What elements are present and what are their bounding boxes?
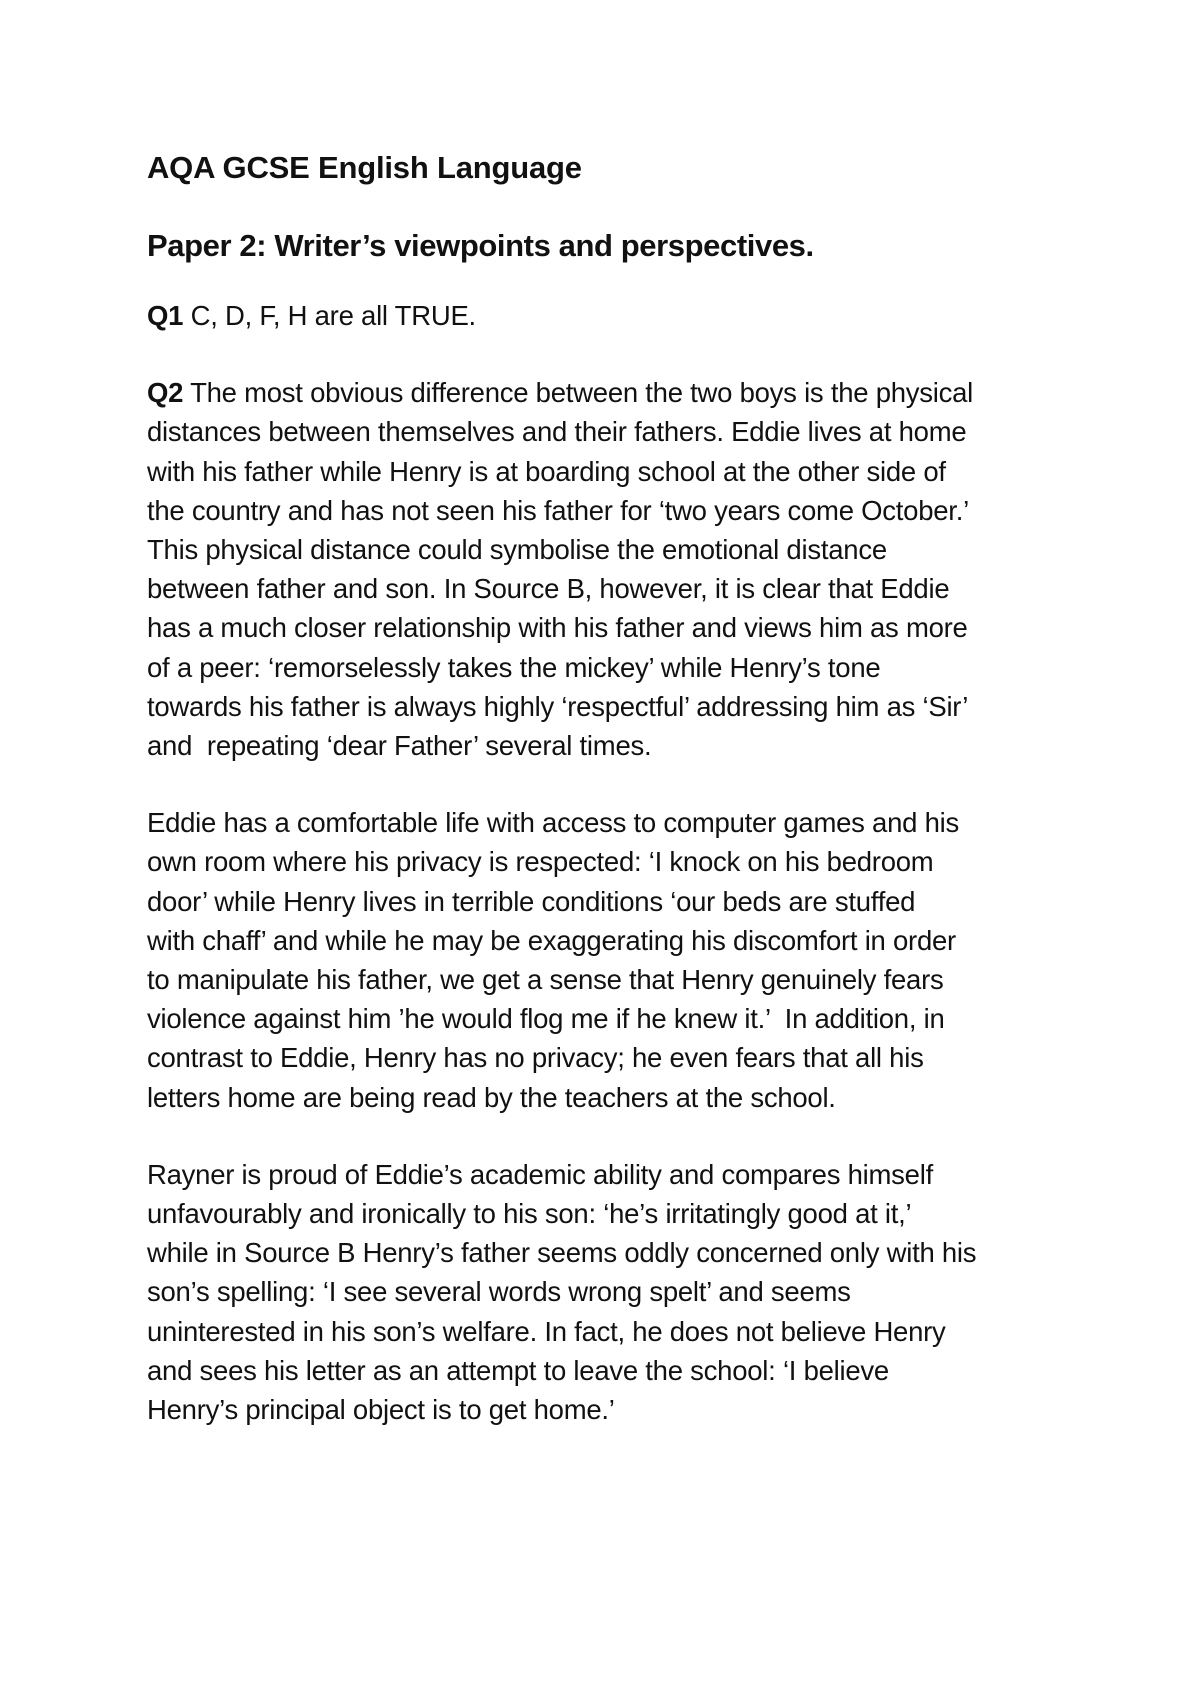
q1-line (147, 296, 1077, 335)
q2-line: and repeating ‘dear Father’ several times. (147, 730, 652, 762)
paragraph-line: while in Source B Henry’s father seems oddly concerned only with his (147, 1237, 977, 1269)
q1-answer (147, 296, 1077, 335)
paragraph-line: own room where his privacy is respected: ‘I knock on his bedroom (147, 846, 934, 878)
q2-line: has a much closer relationship with his father and views him as more (147, 612, 968, 644)
q2-line: towards his father is always highly ‘respectful’ addressing him as ‘Sir’ (147, 690, 969, 722)
paragraph-privacy (147, 803, 1077, 1117)
paragraph-line: and sees his letter as an attempt to leave the school: ‘I believe (147, 1354, 889, 1386)
q2-line: This physical distance could symbolise the emotional distance (147, 534, 887, 566)
paragraph-line: letters home are being read by the teachers at the school. (147, 1081, 836, 1113)
document-subtitle: Paper 2: Writer’s viewpoints and perspectives. (147, 228, 814, 263)
paragraph-line: Eddie has a comfortable life with access to computer games and his (147, 807, 959, 839)
q2-label: Q2 (147, 377, 184, 409)
paragraph-line: uninterested in his son’s welfare. In fact, he does not believe Henry (147, 1315, 946, 1347)
paragraph-line: to manipulate his father, we get a sense that Henry genuinely fears (147, 964, 944, 996)
q2-line: the country and has not seen his father for ‘two years come October.’ (147, 494, 969, 526)
q2-line: of a peer: ‘remorselessly takes the mickey’ while Henry’s tone (147, 651, 881, 683)
q2-line: with his father while Henry is at boarding school at the other side of (147, 455, 946, 487)
paragraph-line: Henry’s principal object is to get home.’ (147, 1394, 615, 1426)
q2-line: distances between themselves and their fathers. Eddie lives at home (147, 416, 967, 448)
paragraph-line: son’s spelling: ‘I see several words wrong spelt’ and seems (147, 1276, 851, 1308)
paragraph-line: with chaff’ and while he may be exaggerating his discomfort in order (147, 924, 956, 956)
paragraph-line: unfavourably and ironically to his son: ‘he’s irritatingly good at it,’ (147, 1198, 912, 1230)
paragraph-line: door’ while Henry lives in terrible conditions ‘our beds are stuffed (147, 885, 916, 917)
document-page (147, 148, 1077, 1429)
q2-answer (147, 373, 1077, 765)
q1-text: C, D, F, H are all TRUE. (183, 300, 476, 331)
q2-line (147, 373, 1077, 412)
q2-line: between father and son. In Source B, however, it is clear that Eddie (147, 573, 950, 605)
paragraph-line: contrast to Eddie, Henry has no privacy; he even fears that all his (147, 1042, 924, 1074)
q1-label: Q1 (147, 300, 184, 331)
document-title: AQA GCSE English Language (147, 150, 582, 185)
paragraph-academic (147, 1155, 1077, 1429)
paragraph-line: violence against him ’he would flog me if he knew it.’ In addition, in (147, 1003, 945, 1035)
paragraph-line: Rayner is proud of Eddie’s academic ability and compares himself (147, 1158, 933, 1190)
q2-first-line: The most obvious difference between the two boys is the physical (183, 377, 974, 409)
